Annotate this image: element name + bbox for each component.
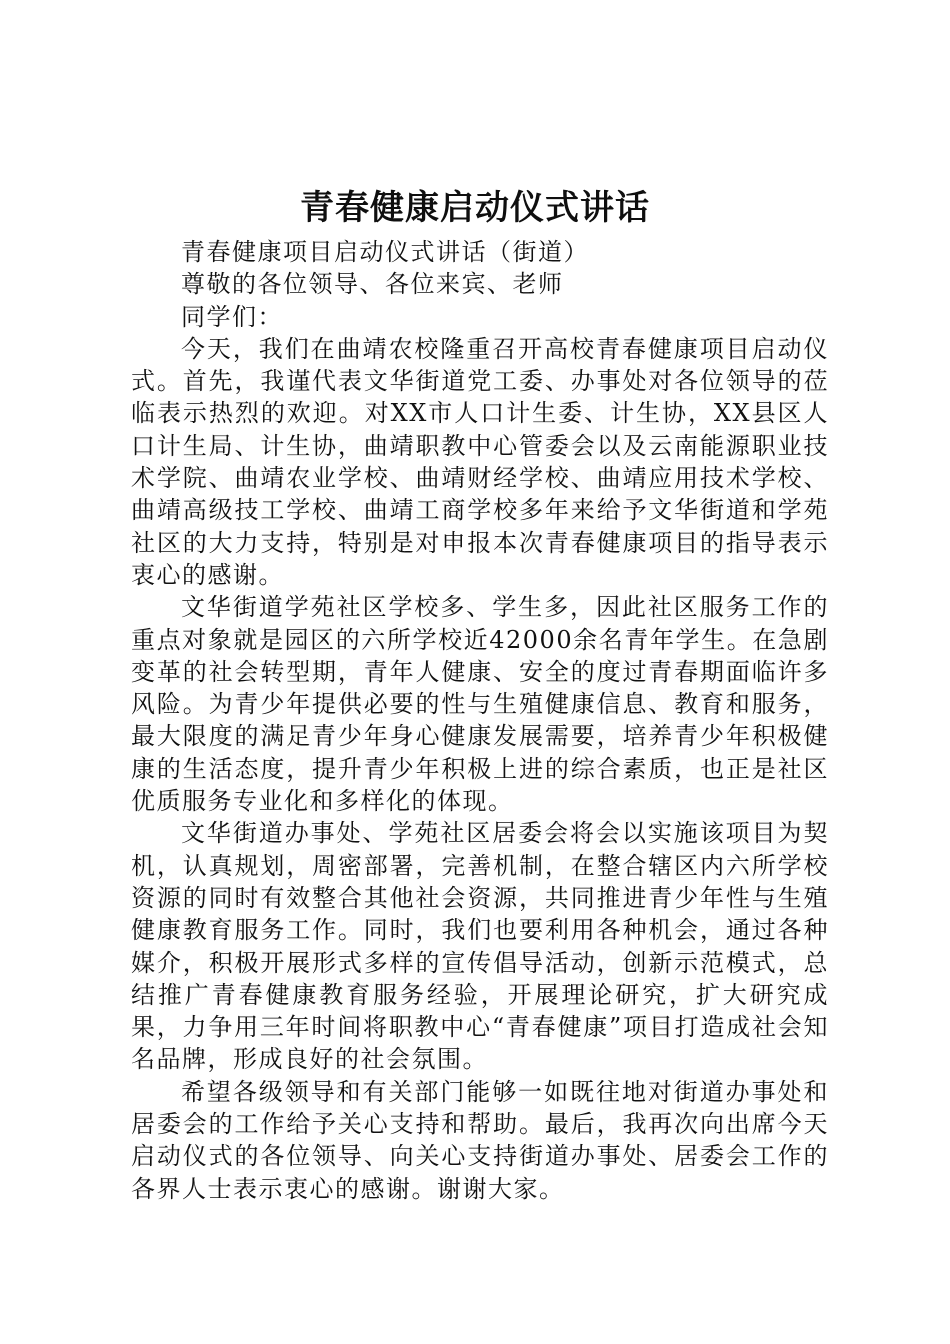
salutation-line: 尊敬的各位领导、各位来宾、老师: [181, 270, 564, 299]
body-paragraph: 文华街道学苑社区学校多、学生多，因此社区服务工作的重点对象就是园区的六所学校近42000余名青年学生。在急剧变革的社会转型期，青年人健康、安全的度过青春期面临许多风险。为青少年提供必要的性与生殖健康信息、教育和服务，最大限度的满足青少年身心健康发展需要，培养青少年积极健康的生活态度，提升青少年积极上进的综合素质，也正是社区优质服务专业化和多样化的体现。: [131, 593, 829, 816]
subtitle-line: 青春健康项目启动仪式讲话（街道）: [181, 238, 589, 266]
salutation-line: 同学们：: [181, 302, 283, 331]
body-paragraph: 今天，我们在曲靖农校隆重召开高校青春健康项目启动仪式。首先，我谨代表文华街道党工委、办事处对各位领导的莅临表示热烈的欢迎。对XX市人口计生委、计生协，XX县区人口计生局、计生协，曲靖职教中心管委会以及云南能源职业技术学院、曲靖农业学校、曲靖财经学校、曲靖应用技术学校、曲靖高级技工学校、曲靖工商学校多年来给予文华街道和学苑社区的大力支持，特别是对申报本次青春健康项目的指导表示衷心的感谢。: [131, 334, 829, 589]
document-title: 青春健康启动仪式讲话: [300, 188, 650, 228]
body-paragraph: 文华街道办事处、学苑社区居委会将会以实施该项目为契机，认真规划，周密部署，完善机制，在整合辖区内六所学校资源的同时有效整合其他社会资源，共同推进青少年性与生殖健康教育服务工作。同时，我们也要利用各种机会，通过各种媒介，积极开展形式多样的宣传倡导活动，创新示范模式，总结推广青春健康教育服务经验，开展理论研究，扩大研究成果，力争用三年时间将职教中心“青春健康”项目打造成社会知名品牌，形成良好的社会氛围。: [131, 819, 829, 1074]
document-body: [131, 236, 829, 1205]
body-paragraph: 希望各级领导和有关部门能够一如既往地对街道办事处和居委会的工作给予关心支持和帮助。最后，我再次向出席今天启动仪式的各位领导、向关心支持街道办事处、居委会工作的各界人士表示衷心的感谢。谢谢大家。: [131, 1077, 829, 1203]
